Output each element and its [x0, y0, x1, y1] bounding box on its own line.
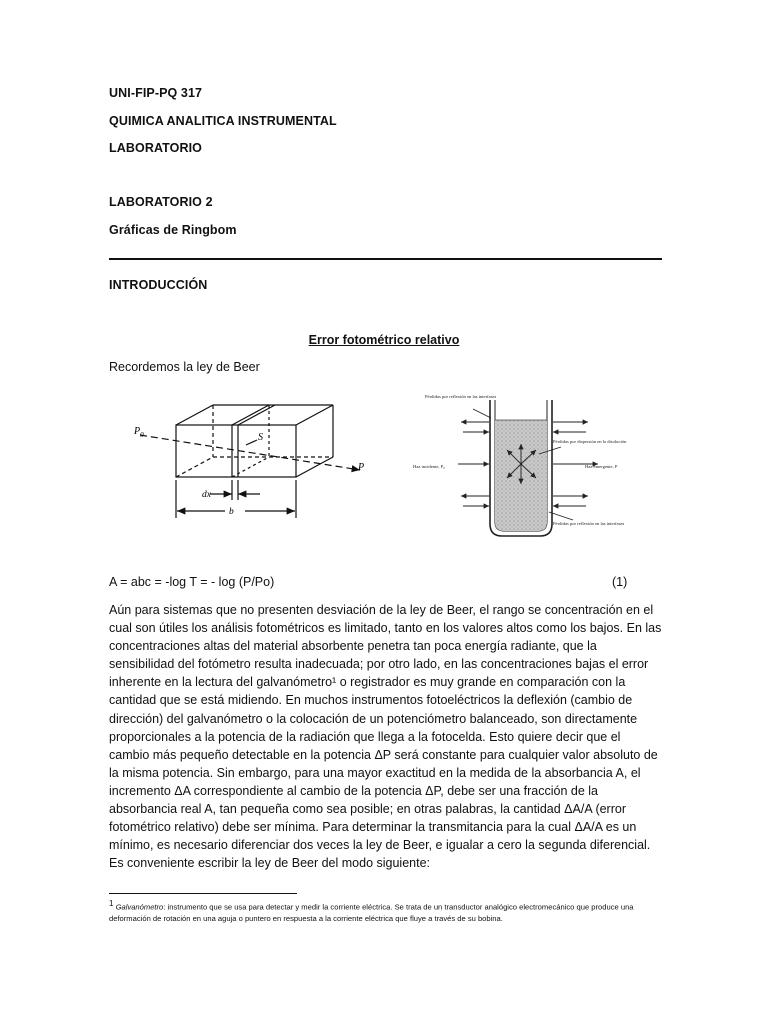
dispersion-label: Pérdidas por dispersión en la disolución	[553, 439, 627, 444]
emergent-beam-label: Haz emergente, P	[585, 464, 618, 469]
footnote-term: Galvanómetro	[115, 902, 164, 912]
footnote-mark: 1	[109, 899, 114, 908]
dx-label: dx	[202, 490, 211, 500]
p0-label: $P_0$	[134, 426, 144, 439]
reflection-bottom-label: Pérdidas por reflexión en las interfases	[553, 521, 625, 526]
lab-number: LABORATORIO 2	[109, 195, 213, 209]
header-divider	[109, 258, 662, 260]
b-label: b	[229, 507, 234, 517]
section-subtitle: Error fotométrico relativo	[308, 333, 460, 347]
footnote-divider	[109, 893, 297, 894]
equation-number: (1)	[612, 575, 628, 589]
recall-text: Recordemos la ley de Beer	[109, 360, 260, 374]
incident-beam-label: Haz incidente, P₀	[413, 464, 445, 469]
course-name: QUIMICA ANALITICA INSTRUMENTAL	[109, 114, 337, 128]
section-label: LABORATORIO	[109, 141, 202, 155]
paragraph-text: Aún para sistemas que no presenten desviación de la ley de Beer, el rango se concentración en el cual son útiles los análisis fotométricos es limitado, tanto en los valores altos como los bajos. En las concentraciones altas del material absorbente penetra tan poca energía radiante, que la sensibilidad del fotómetro resulta inadecuada; por otro lado, en las concentraciones bajas el error inherente en la lectura del galvanómetro¹ o registrador es muy grande en comparación con la cantidad que se está midiendo. En muchos instrumentos fotoeléctricos la deflexión (cambio de dirección) del galvanómetro o la colocación de un potenciómetro balanceado, son directamente proporcionales a la potencia de la radiación que llega a la fotocelda. Esto quiere decir que el cambio más pequeño detectable en la potencia ΔP será constante para cualquier valor absoluto de la misma potencia. Sin embargo, para una mayor exactitud en la medida de la absorbancia A, el incremento ΔA correspondiente al cambio de la potencia ΔP, debe ser una fracción de la absorbancia real A, tan pequeña como sea posible; en otras palabras, la cantidad ΔA/A (error fotométrico relativo) debe ser mínima. Para determinar la transmitancia para la cual ΔA/A es un mínimo, es necesario diferenciar dos veces la ley de Beer, e igualar a cero la segunda diferencial. Es conveniente escribir la ley de Beer del modo siguiente:	[109, 603, 662, 871]
footnote-text: : instrumento que se usa para detectar y medir la corriente eléctrica. Se trata de un transductor analógico electromecánico que produce una deformación de rotación en una aguja o puntero en respuesta a la corriente eléctrica que fluye a través de su bobina.	[109, 902, 634, 924]
course-code: UNI-FIP-PQ 317	[109, 86, 203, 100]
p-label: P	[358, 462, 365, 473]
intro-heading: INTRODUCCIÓN	[109, 278, 208, 292]
cuvette-losses-diagram	[413, 392, 653, 542]
lab-title: Gráficas de Ringbom	[109, 223, 237, 237]
s-label: S	[258, 432, 263, 443]
intro-paragraph	[109, 601, 662, 872]
beer-law-block-diagram	[120, 388, 380, 523]
beer-law-equation: A = abc = -log T = - log (P/Po)	[109, 575, 275, 589]
footnote	[109, 898, 669, 925]
reflection-top-label: Pérdidas por reflexión en las interfases	[425, 394, 497, 399]
